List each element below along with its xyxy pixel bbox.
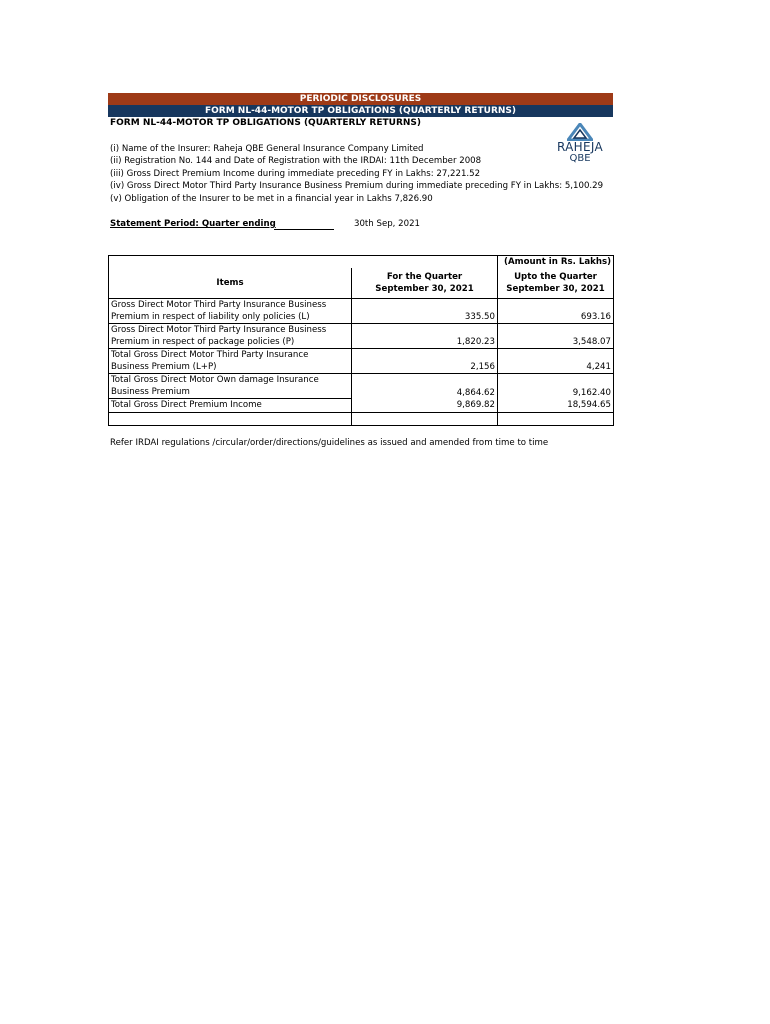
row-quarter-value: 4,864.62 xyxy=(352,374,498,399)
info-line: (iii) Gross Direct Premium Income during immediate preceding FY in Lakhs: 27,221.52 xyxy=(110,168,481,179)
row-label-line1: Total Gross Direct Motor Own damage Insurance xyxy=(111,375,319,386)
row-label-line1: Total Gross Direct Motor Third Party Insurance xyxy=(111,350,309,361)
row-label xyxy=(109,374,352,399)
col-header-quarter-line2: September 30, 2021 xyxy=(375,284,474,295)
form-banner: FORM NL-44-MOTOR TP OBLIGATIONS (QUARTERLY RETURNS) xyxy=(108,105,613,117)
col-header-quarter-line1: For the Quarter xyxy=(386,272,463,282)
row-label-line2: Business Premium xyxy=(111,387,190,398)
statement-period-label: Statement Period: Quarter ending xyxy=(110,219,276,229)
row-label-line2: Premium in respect of liability only policies (L) xyxy=(111,312,310,323)
table-row xyxy=(109,324,614,349)
row-quarter-value: 1,820.23 xyxy=(352,324,498,349)
table-row xyxy=(109,299,614,324)
row-quarter-value: 335.50 xyxy=(352,299,498,324)
table-row xyxy=(109,399,614,412)
row-label-line2: Premium in respect of package policies (P) xyxy=(111,337,295,348)
disclosure-sheet xyxy=(108,93,613,448)
row-label xyxy=(109,324,352,349)
form-title: FORM NL-44-MOTOR TP OBLIGATIONS (QUARTERLY RETURNS) xyxy=(110,118,422,128)
row-label xyxy=(109,349,352,374)
row-upto-value: 9,162.40 xyxy=(498,374,614,399)
row-upto-value: 3,548.07 xyxy=(498,324,614,349)
insurer-info xyxy=(110,143,603,205)
row-label xyxy=(109,299,352,324)
blank-cell xyxy=(352,412,498,425)
col-header-upto-line2: September 30, 2021 xyxy=(506,284,605,295)
row-label-line1: Gross Direct Motor Third Party Insurance Business xyxy=(111,300,327,311)
periodic-disclosures-banner: PERIODIC DISCLOSURES xyxy=(108,93,613,105)
header-cell-blank xyxy=(352,256,498,269)
obligations-table xyxy=(108,255,614,426)
row-label: Total Gross Direct Premium Income xyxy=(109,399,352,412)
row-upto-value: 4,241 xyxy=(498,349,614,374)
col-header-quarter xyxy=(352,268,498,299)
row-label-line1: Gross Direct Motor Third Party Insurance Business xyxy=(111,325,327,336)
blank-cell xyxy=(498,412,614,425)
regulation-note: Refer IRDAI regulations /circular/order/directions/guidelines as issued and amended from time to time xyxy=(110,438,549,448)
table-row-blank xyxy=(109,412,614,425)
info-line: (iv) Gross Direct Motor Third Party Insurance Business Premium during immediate preceding FY in Lakhs: 5,100.29 xyxy=(110,181,604,192)
info-line: (i) Name of the Insurer: Raheja QBE General Insurance Company Limited xyxy=(110,144,424,154)
logo-mark-icon xyxy=(567,123,593,141)
header-cell-blank xyxy=(109,256,352,269)
col-header-items: Items xyxy=(109,268,352,299)
table-row xyxy=(109,349,614,374)
row-upto-value: 18,594.65 xyxy=(498,399,614,412)
row-label-line2: Business Premium (L+P) xyxy=(111,362,217,373)
col-header-upto-line1: Upto the Quarter xyxy=(514,272,597,282)
row-upto-value: 693.16 xyxy=(498,299,614,324)
statement-period-underline xyxy=(274,229,334,230)
amount-unit-note: (Amount in Rs. Lakhs) xyxy=(498,256,614,269)
row-quarter-value: 9,869.82 xyxy=(352,399,498,412)
col-header-upto xyxy=(498,268,614,299)
row-quarter-value: 2,156 xyxy=(352,349,498,374)
logo-text-qbe: QBE xyxy=(569,153,591,164)
info-line: (v) Obligation of the Insurer to be met in a financial year in Lakhs 7,826.90 xyxy=(110,193,433,204)
blank-cell xyxy=(109,412,352,425)
info-line: (ii) Registration No. 144 and Date of Registration with the IRDAI: 11th December 2008 xyxy=(110,156,482,167)
logo-text-raheja: RAHEJA xyxy=(556,140,603,154)
statement-period-value: 30th Sep, 2021 xyxy=(354,219,421,229)
table-row xyxy=(109,374,614,399)
